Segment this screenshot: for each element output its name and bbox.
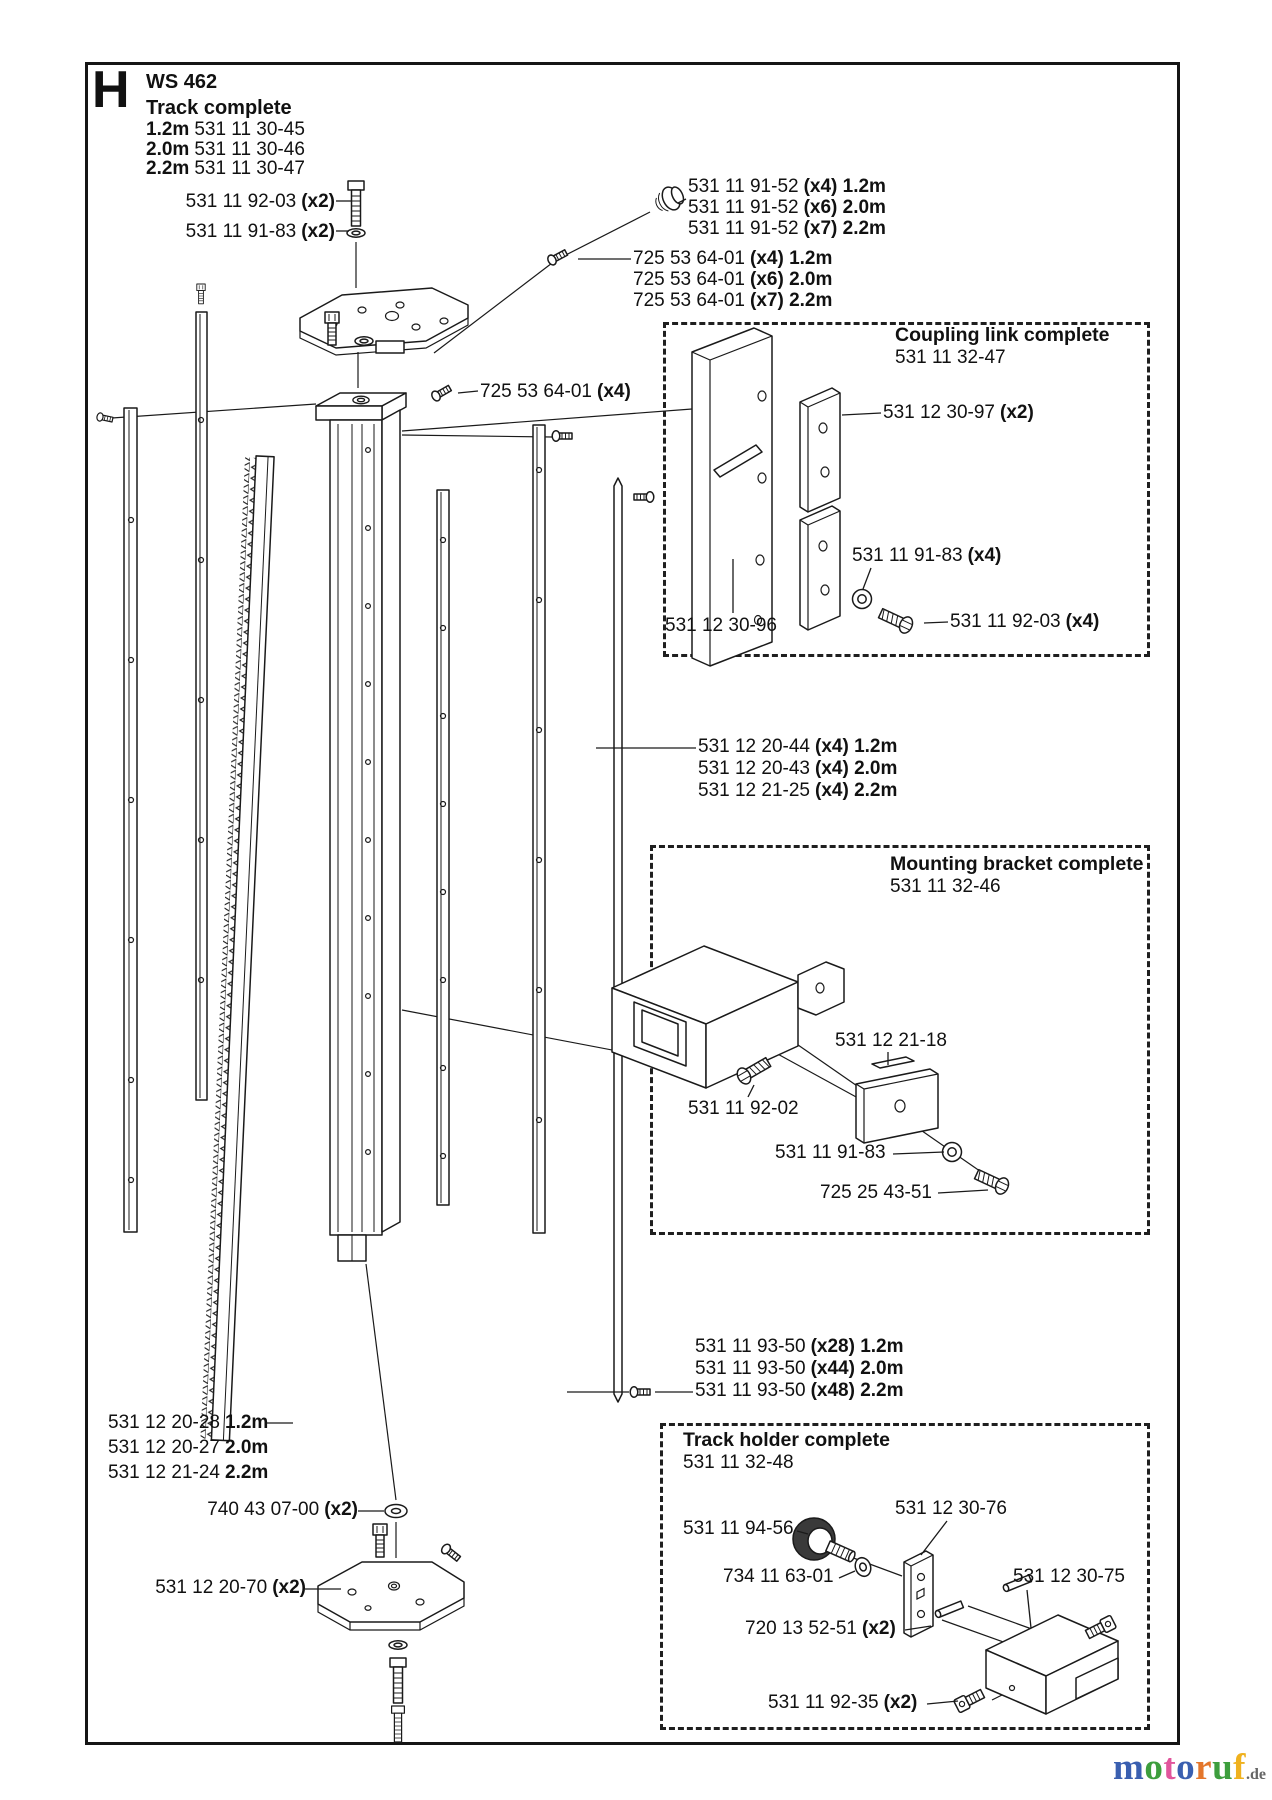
- part-number: 725 53 64-01: [633, 290, 745, 311]
- bottom-screw-icon: [440, 1543, 462, 1563]
- holder-box-title: Track holder complete: [683, 1429, 890, 1451]
- part-number: 531 11 91-52: [688, 197, 799, 218]
- label-row: [108, 1435, 268, 1460]
- label-rack-screw-group: [695, 1336, 904, 1402]
- part-number: 531 11 30-46: [194, 138, 305, 160]
- part-number: 531 11 91-83: [852, 545, 963, 566]
- variant-row: [146, 140, 305, 160]
- part-number: 531 12 20-27: [108, 1437, 220, 1458]
- part-number: 531 11 94-56: [683, 1518, 794, 1539]
- label-bracket-screw: [820, 1182, 932, 1203]
- variant-size: 1.2m: [146, 119, 190, 140]
- part-number: 531 12 30-97: [883, 402, 995, 423]
- label-screw-x4: [480, 381, 631, 402]
- mounting-box-number: 531 11 32-46: [890, 876, 1001, 897]
- assembly-title: Track complete: [146, 97, 292, 119]
- assembly-variant-list: [146, 120, 305, 179]
- label-row: [695, 1380, 904, 1402]
- part-qty: (x4) 1.2m: [815, 736, 898, 757]
- glide-strip-right-inner: [437, 490, 449, 1205]
- part-number: 531 12 21-24: [108, 1462, 220, 1483]
- label-bracket-bolt: [688, 1098, 799, 1119]
- part-qty: (x2): [883, 1692, 918, 1713]
- part-qty: (x2): [301, 221, 335, 242]
- track-holder-parts: [793, 1518, 1118, 1714]
- track-plug: [652, 182, 688, 216]
- part-number: 531 11 93-50: [695, 1358, 806, 1379]
- label-rack-group: [108, 1410, 268, 1485]
- top-plate-assembly: [300, 181, 468, 402]
- brand-letter: m: [1113, 1747, 1145, 1788]
- part-number: 531 12 21-18: [835, 1030, 947, 1051]
- part-number: 531 11 93-50: [695, 1336, 806, 1357]
- bottom-bolt-icon: [392, 1706, 405, 1742]
- label-row: [695, 1336, 904, 1358]
- brand-letter: t: [1163, 1747, 1177, 1788]
- bracket-screw-icon: [973, 1166, 1011, 1196]
- brand-letter: o: [1144, 1747, 1164, 1788]
- part-number: 531 12 30-76: [895, 1498, 1007, 1519]
- label-holder-washer: [723, 1566, 834, 1587]
- part-number: 531 12 30-96: [665, 615, 777, 636]
- label-bracket-plate: [835, 1030, 947, 1051]
- part-size: 2.2m: [225, 1462, 269, 1483]
- top-bolt-icon: [348, 181, 364, 226]
- top-washer-icon: [347, 229, 365, 237]
- part-number: 531 12 20-28: [108, 1412, 220, 1433]
- part-qty: (x6) 2.0m: [803, 197, 886, 218]
- part-number: 725 53 64-01: [633, 269, 745, 290]
- motoruf-logo[interactable]: [1080, 1746, 1266, 1789]
- brand-letter: u: [1212, 1747, 1234, 1788]
- mounting-box-title: Mounting bracket complete: [890, 853, 1144, 875]
- part-number: 531 11 91-83: [775, 1142, 886, 1163]
- label-holder-block: [1013, 1566, 1125, 1587]
- label-link-body: [665, 615, 777, 636]
- brand-tld: .de: [1246, 1766, 1266, 1783]
- bottom-plate-assembly: [318, 1505, 464, 1743]
- label-top-bolt: [160, 191, 335, 212]
- variant-row: [146, 159, 305, 179]
- part-number: 725 53 64-01: [633, 248, 745, 269]
- part-qty: (x6) 2.0m: [750, 269, 833, 290]
- part-number: 531 11 30-45: [194, 119, 305, 140]
- part-number: 531 12 20-70: [155, 1577, 268, 1598]
- part-number: 531 11 92-03: [185, 191, 297, 212]
- label-strip-group: [698, 736, 897, 802]
- part-number: 531 12 21-25: [698, 780, 810, 801]
- label-row: [698, 736, 897, 758]
- track-column: [316, 393, 406, 1261]
- part-number: 531 11 92-35: [768, 1692, 879, 1713]
- holder-screw-icon: [953, 1687, 985, 1713]
- part-number: 531 11 92-02: [688, 1098, 799, 1119]
- glide-strip-left-outer: [96, 408, 137, 1232]
- label-plug-group: [688, 176, 886, 239]
- section-letter: H: [92, 61, 130, 119]
- label-row: [698, 780, 897, 802]
- coupling-bolt-icon: [877, 605, 915, 635]
- glide-strip-left-inner: [196, 284, 207, 1100]
- label-row: [698, 758, 897, 780]
- rack-screw-icon: [630, 1387, 650, 1397]
- part-number: 720 13 52-51: [745, 1618, 857, 1639]
- part-size: 1.2m: [225, 1412, 269, 1433]
- label-row: [688, 218, 886, 239]
- coupling-box-number: 531 11 32-47: [895, 347, 1006, 368]
- part-number: 531 11 91-52: [688, 218, 799, 239]
- needle-strip: [614, 478, 654, 1402]
- strip-screw-icon: [634, 492, 654, 502]
- part-number: 531 12 30-75: [1013, 1566, 1125, 1587]
- part-qty: (x4): [967, 545, 1002, 566]
- label-link-plate: [883, 402, 1034, 423]
- part-qty: (x4): [597, 381, 631, 402]
- label-holder-screw: [768, 1692, 917, 1713]
- part-number: 531 11 91-52: [688, 176, 799, 197]
- label-row: [108, 1460, 268, 1485]
- label-top-washer: [160, 221, 335, 242]
- part-number: 531 12 20-44: [698, 736, 810, 757]
- label-holder-plate: [895, 1498, 1007, 1519]
- part-qty: (x7) 2.2m: [803, 218, 886, 239]
- plate-washer-icon: [355, 337, 373, 345]
- part-number: 725 53 64-01: [480, 381, 592, 402]
- label-row: [633, 290, 832, 311]
- label-row: [633, 269, 832, 290]
- strip-screw-icon: [552, 431, 572, 441]
- part-qty: (x4) 2.0m: [815, 758, 898, 779]
- bottom-screw-icon: [373, 1524, 387, 1557]
- model-name: WS 462: [146, 71, 218, 93]
- label-link-washer: [852, 545, 1001, 566]
- part-qty: (x2): [324, 1499, 358, 1520]
- label-row: [688, 176, 886, 197]
- label-oring: [200, 1499, 358, 1520]
- strip-screw-icon: [197, 284, 205, 304]
- label-row: [688, 197, 886, 218]
- part-qty: (x4) 1.2m: [750, 248, 833, 269]
- part-qty: (x28) 1.2m: [810, 1336, 904, 1357]
- part-number: 531 11 30-47: [194, 158, 305, 179]
- label-row: [695, 1358, 904, 1380]
- part-qty: (x2): [301, 191, 335, 212]
- part-number: 740 43 07-00: [207, 1499, 320, 1520]
- brand-letter: f: [1233, 1747, 1246, 1788]
- glide-strip-right-outer: [533, 425, 572, 1233]
- part-qty: (x44) 2.0m: [810, 1358, 904, 1379]
- part-qty: (x4) 1.2m: [803, 176, 886, 197]
- strip-screw-icon: [96, 412, 113, 423]
- gear-rack: [200, 455, 274, 1440]
- label-row: [633, 248, 832, 269]
- part-size: 2.0m: [225, 1437, 269, 1458]
- variant-row: [146, 120, 305, 140]
- label-bracket-washer: [775, 1142, 886, 1163]
- label-end-plate: [148, 1577, 306, 1598]
- part-qty: (x4) 2.2m: [815, 780, 898, 801]
- part-number: 725 25 43-51: [820, 1182, 932, 1203]
- part-qty: (x2): [862, 1618, 896, 1639]
- variant-size: 2.0m: [146, 138, 190, 160]
- part-number: 734 11 63-01: [723, 1566, 834, 1587]
- plate-small-screw-icon: [430, 383, 452, 402]
- brand-letter: r: [1195, 1747, 1213, 1788]
- variant-size: 2.2m: [146, 158, 190, 179]
- part-qty: (x4): [1065, 611, 1100, 632]
- part-number: 531 11 92-03: [950, 611, 1061, 632]
- coupling-box-title: Coupling link complete: [895, 324, 1110, 346]
- brand-letter: o: [1176, 1747, 1196, 1788]
- part-number: 531 12 20-43: [698, 758, 810, 779]
- part-qty: (x2): [272, 1577, 306, 1598]
- part-number: 531 11 91-83: [185, 221, 297, 242]
- label-screw-group: [633, 248, 832, 311]
- bottom-bolt-icon: [390, 1658, 406, 1703]
- track-screw-icon: [546, 248, 568, 266]
- label-holder-knob: [683, 1518, 794, 1539]
- label-link-bolt: [950, 611, 1099, 632]
- holder-box-number: 531 11 32-48: [683, 1452, 794, 1473]
- part-number: 531 11 93-50: [695, 1380, 806, 1401]
- bottom-washer-icon: [389, 1641, 407, 1649]
- part-qty: (x7) 2.2m: [750, 290, 833, 311]
- part-qty: (x2): [1000, 402, 1034, 423]
- label-holder-pin: [745, 1618, 896, 1639]
- label-row: [108, 1410, 268, 1435]
- part-qty: (x48) 2.2m: [810, 1380, 904, 1401]
